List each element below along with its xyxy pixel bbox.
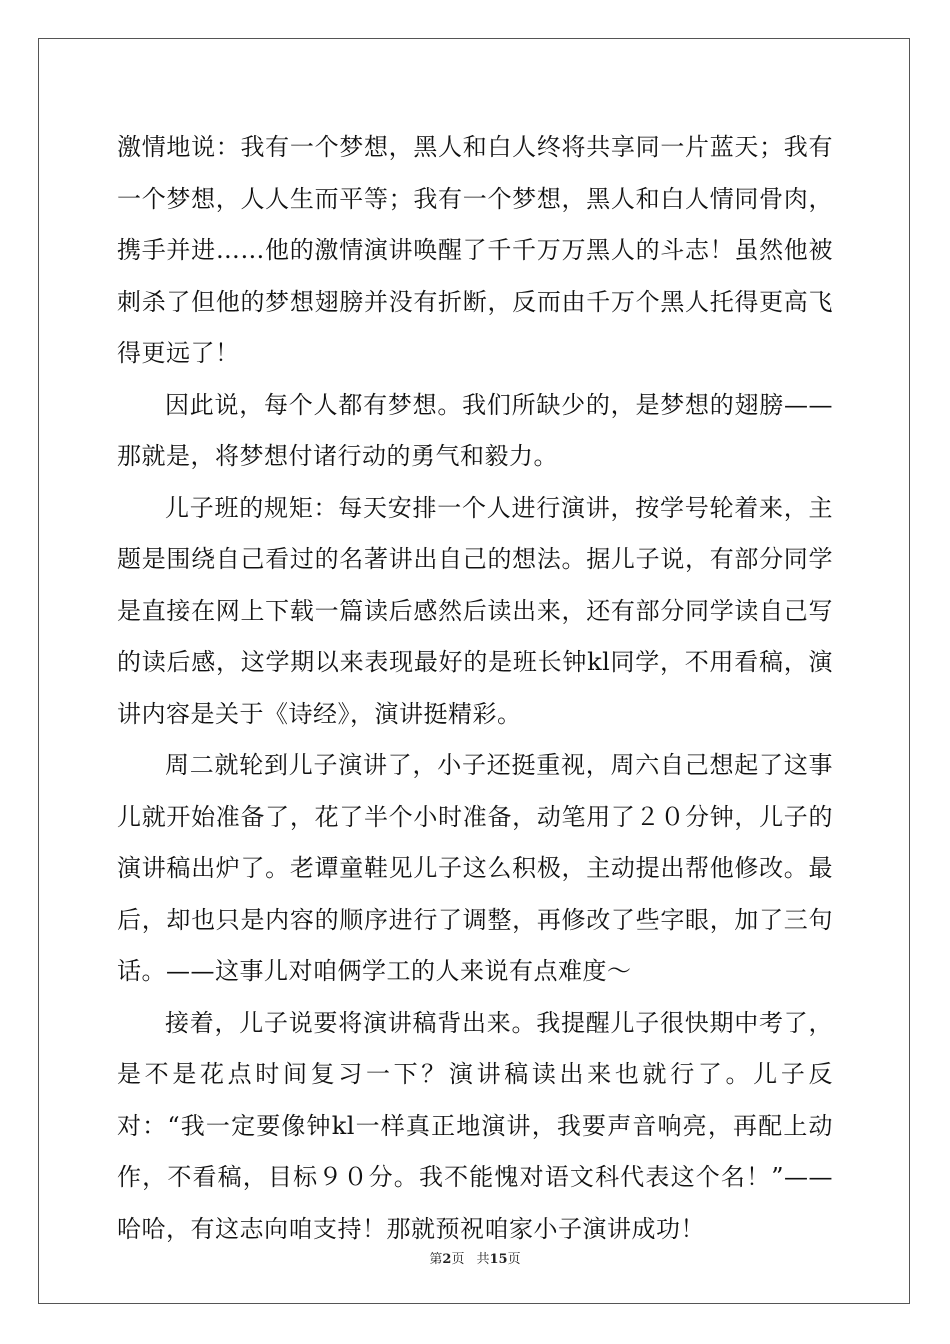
paragraph-5: 接着，儿子说要将演讲稿背出来。我提醒儿子很快期中考了，是不是花点时间复习一下？演讲稿读出来也就行了。儿子反对：“我一定要像钟kl一样真正地演讲，我要声音响亮，再配上动作，不看稿，目标９０分。我不能愧对语文科代表这个名！”——哈哈，有这志向咱支持！那就预祝咱家小子演讲成功！	[117, 1008, 833, 1243]
total-prefix: 共	[476, 1252, 490, 1267]
paragraph-1: 激情地说：我有一个梦想，黑人和白人终将共享同一片蓝天；我有一个梦想，人人生而平等；我有一个梦想，黑人和白人情同骨肉，携手并进……他的激情演讲唤醒了千千万万黑人的斗志！虽然他被刺杀了但他的梦想翅膀并没有折断，反而由千万个黑人托得更高飞得更远了！	[117, 133, 833, 367]
total-suffix: 页	[507, 1252, 521, 1267]
page-suffix: 页	[451, 1252, 465, 1267]
page-number: 2	[442, 1252, 452, 1267]
paragraph-4: 周二就轮到儿子演讲了，小子还挺重视，周六自己想起了这事儿就开始准备了，花了半个小时准备，动笔用了２０分钟，儿子的演讲稿出炉了。老谭童鞋见儿子这么积极，主动提出帮他修改。最后，却也只是内容的顺序进行了调整，再修改了些字眼，加了三句话。——这事儿对咱俩学工的人来说有点难度～	[117, 751, 833, 985]
paragraph-3: 儿子班的规矩：每天安排一个人进行演讲，按学号轮着来，主题是围绕自己看过的名著讲出自己的想法。据儿子说，有部分同学是直接在网上下载一篇读后感然后读出来，还有部分同学读自己写的读后感，这学期以来表现最好的是班长钟kl同学，不用看稿，演讲内容是关于《诗经》，演讲挺精彩。	[117, 493, 833, 728]
total-pages: 15	[489, 1252, 508, 1267]
paragraph-2: 因此说，每个人都有梦想。我们所缺少的，是梦想的翅膀——那就是，将梦想付诸行动的勇气和毅力。	[117, 390, 833, 470]
page-prefix: 第	[429, 1252, 443, 1267]
document-body	[117, 122, 833, 1255]
page-footer	[0, 1248, 950, 1267]
